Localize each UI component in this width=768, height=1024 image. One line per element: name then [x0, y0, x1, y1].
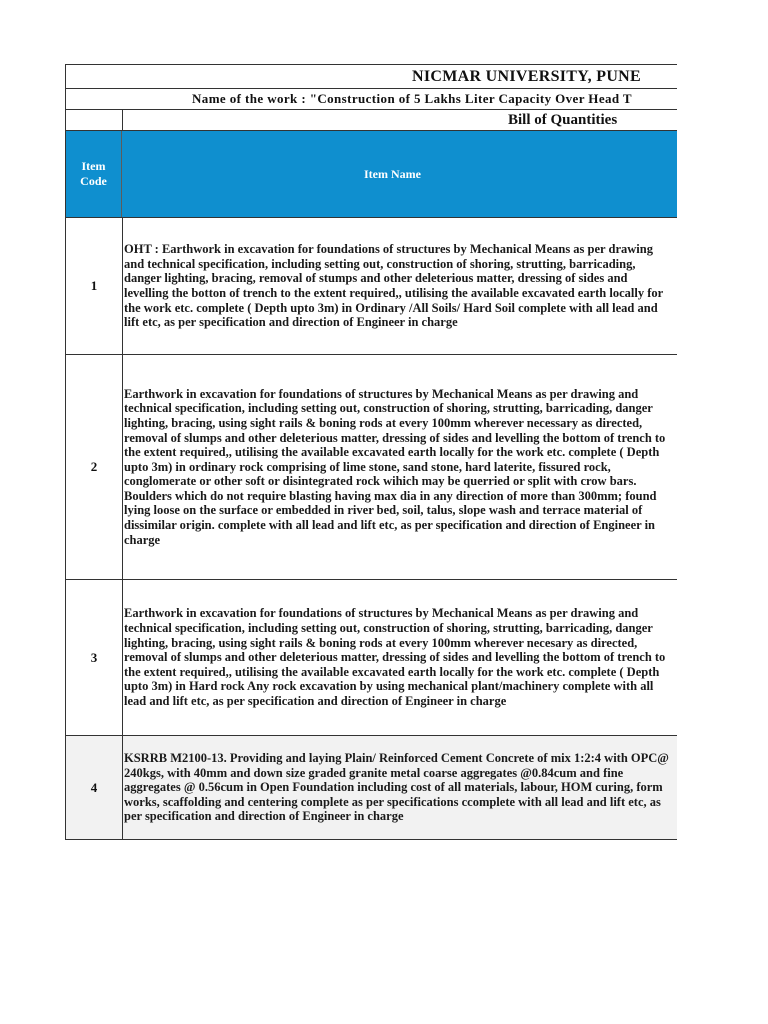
boq-table [65, 64, 677, 840]
table-header-row [66, 131, 677, 218]
item-code-cell: 1 [66, 218, 123, 354]
item-name-cell: Earthwork in excavation for foundations of structures by Mechanical Means as per drawing and technical specification, including setting out, construction of shoring, strutting, barricading, danger lighting, bracing, using sight rails & boning rods at every 100mm wherever necesary as directed, removal of slumps and other deleterious matter, dressing of sides and levelling the bottom of trench to the extent required,, utilising the available excavated earth locally for the work etc. complete ( Depth upto 3m) in Hard rock Any rock excavation by using mechanical plant/machinery complete with all lead and lift etc, as per specification and direction of Engineer in charge [124, 606, 666, 708]
work-name: Name of the work : "Construction of 5 Lakhs Liter Capacity Over Head T [192, 91, 633, 106]
item-code-cell: 3 [66, 580, 123, 735]
item-name-cell: KSRRB M2100-13. Providing and laying Plain/ Reinforced Cement Concrete of mix 1:2:4 with OPC@ 240kgs, with 40mm and down size graded granite metal coarse aggregates @0.84cum and fine aggregates @ 0.56cum in Open Foundation including cost of all materials, labour, HOM curing, form works, scaffolding and centering complete as per specifications ccomplete with all lead and lift etc, as per specification and direction of Engineer in charge [124, 751, 669, 824]
boq-title-row [66, 110, 677, 131]
column-header-item-code: Item Code [66, 131, 122, 217]
work-name-row [66, 89, 677, 110]
item-name-cell: Earthwork in excavation for foundations of structures by Mechanical Means as per drawing and technical specification, including setting out, construction of shoring, strutting, barricading, danger lighting, bracing, using sight rails & boning rods at every 100mm wherever necessary as directed, removal of slumps and other deleterious matter, dressing of sides and levelling the bottom of trench to the extent required,, utilising the available excavated earth locally for the work etc. complete ( Depth upto 3m) in ordinary rock comprising of lime stone, sand stone, hard laterite, fissured rock, conglomerate or other soft or disintegrated rock wihich may be querried or split with crow bars. Boulders which do not require blasting having max dia in any direction of more than 300mm; found lying loose on the surface or embedded in river bed, soil, talus, slope wash and terrace material of dissimilar origin. complete with all lead and lift etc, as per specification and direction of Engineer in charge [124, 386, 666, 547]
table-row [66, 580, 677, 736]
university-title-row [66, 65, 677, 89]
boq-title: Bill of Quantities [508, 112, 618, 128]
table-row [66, 355, 677, 580]
item-name-cell: OHT : Earthwork in excavation for foundations of structures by Mechanical Means as per drawing and technical specification, including setting out, construction of shoring, strutting, barricading, danger lighting, bracing, removal of stumps and other deleterious matter, dressing of sides and levelling the botton of trench to the extent required,, utilising the available excavated earth locally for the work etc. complete ( Depth upto 3m) in Ordinary /All Soils/ Hard Soil complete with all lead and lift etc, as per specification and direction of Engineer in charge [124, 242, 663, 330]
table-row [66, 218, 677, 355]
column-header-item-name: Item Name [364, 166, 421, 181]
table-row [66, 736, 677, 839]
item-code-cell: 4 [66, 736, 123, 839]
university-title: NICMAR UNIVERSITY, PUNE [412, 68, 642, 85]
item-code-cell: 2 [66, 355, 123, 579]
empty-cell [66, 110, 123, 130]
